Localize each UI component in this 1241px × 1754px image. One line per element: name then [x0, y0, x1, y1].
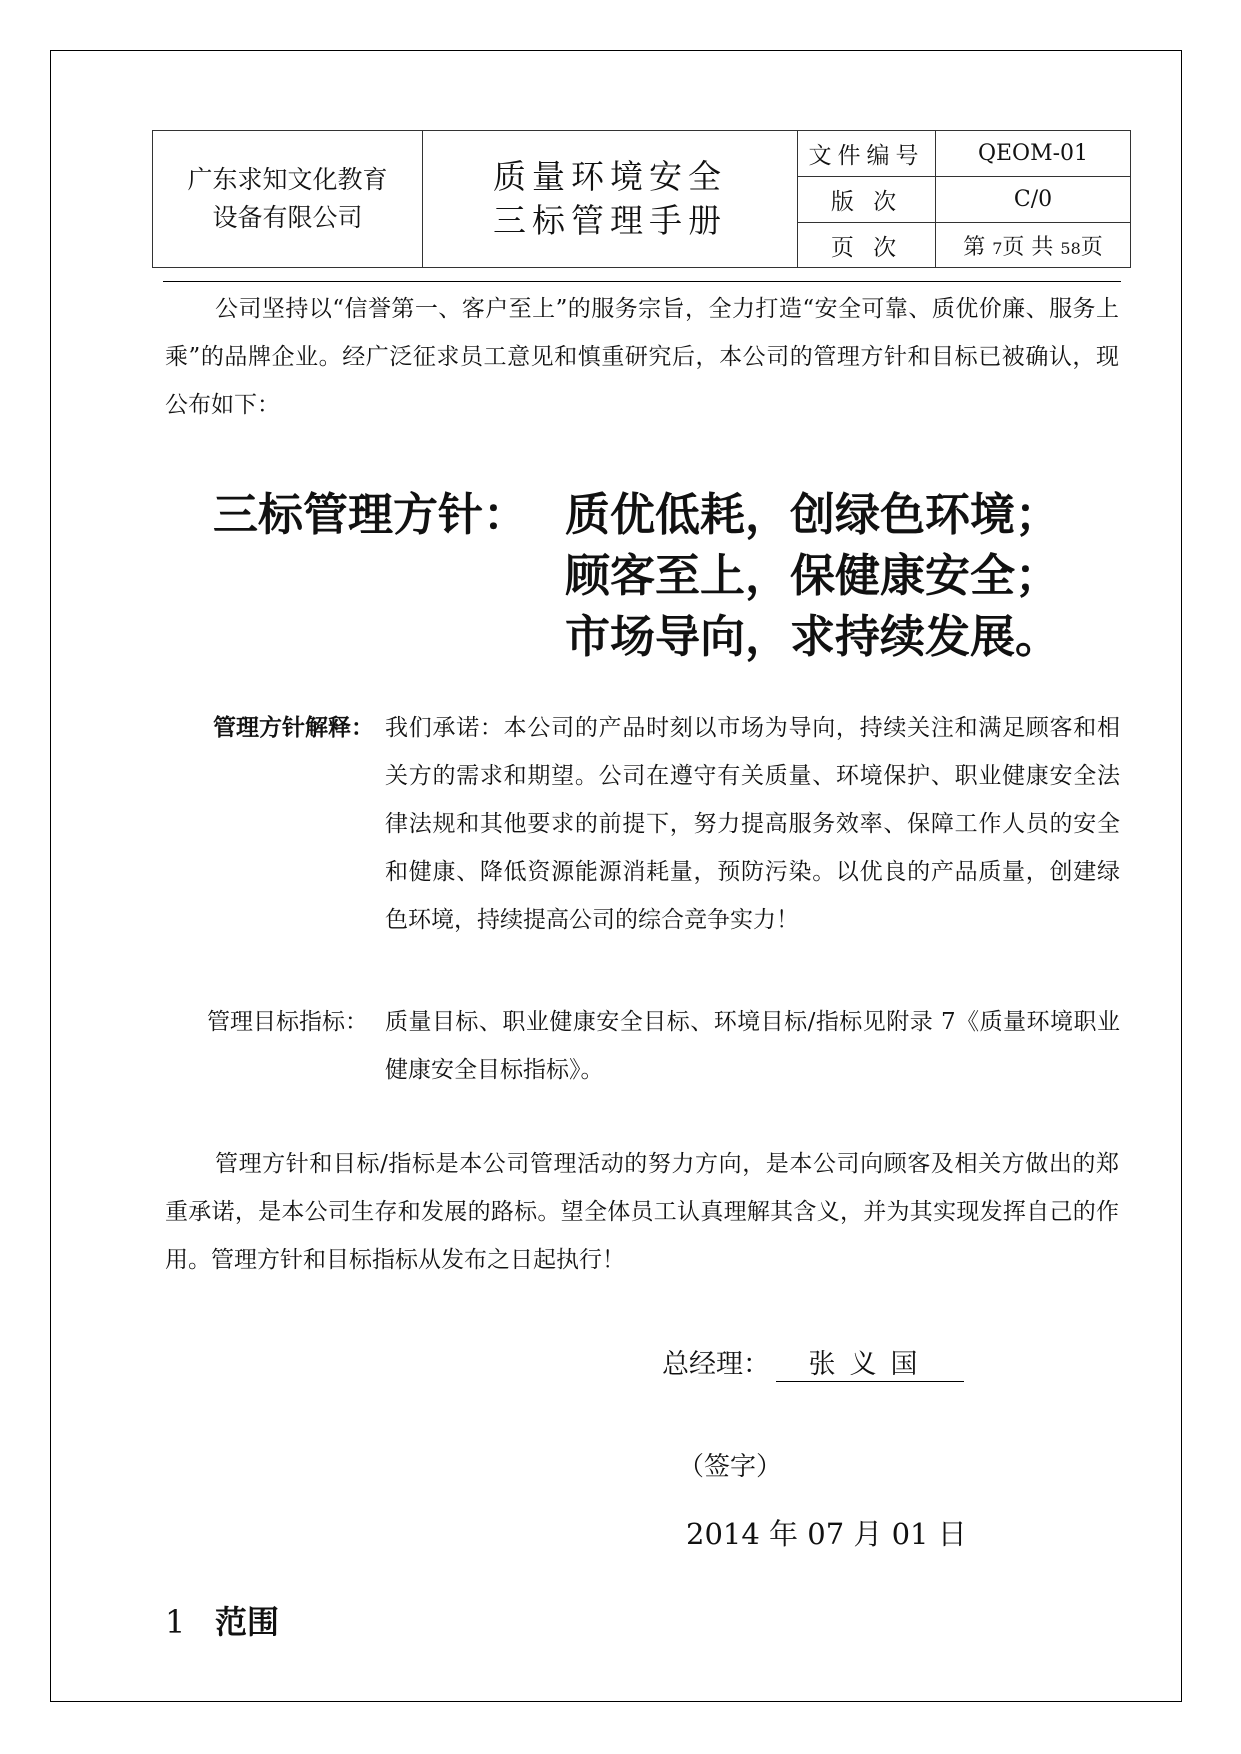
page-mid: 页 共: [1002, 234, 1054, 260]
company-name-cell: [153, 131, 423, 268]
page-number-value: [936, 223, 1131, 268]
page-prefix: 第: [963, 234, 986, 260]
section-number: 1: [165, 1603, 186, 1641]
targets-label: 管理目标指标：: [207, 1009, 368, 1035]
signature-note: （签字）: [678, 1452, 783, 1482]
general-manager-line: [662, 1342, 964, 1382]
policy-line-3: 市场导向，求持续发展。: [565, 610, 1061, 663]
manual-title-cell: [423, 131, 798, 268]
edition-label: 版 次: [798, 177, 936, 223]
manual-title-line-2: 三标管理手册: [493, 201, 727, 240]
page-current: 7: [992, 238, 1003, 258]
document-header-table: [152, 130, 1131, 268]
header-divider: [163, 281, 1121, 282]
explanation-text: 我们承诺：本公司的产品时刻以市场为导向，持续关注和满足顾客和相关方的需求和期望。公司在遵守有关质量、环境保护、职业健康安全法律法规和其他要求的前提下，努力提高服务效率、保障工作人员的安全和健康、降低资源能源消耗量，预防污染。以优良的产品质量，创建绿色环境，持续提高公司的综合竞争实力！: [385, 715, 1120, 933]
issue-date: 2014 年 07 月 01 日: [686, 1517, 967, 1551]
company-name-line-1: 广东求知文化教育: [187, 165, 388, 194]
policy-line-2: 顾客至上，保健康安全；: [565, 549, 1061, 602]
policy-line-1: 质优低耗，创绿色环境；: [565, 488, 1061, 541]
page-label: 页 次: [798, 223, 936, 268]
management-targets: [207, 998, 1120, 1094]
policy-label: 三标管理方针：: [213, 488, 529, 541]
closing-paragraph: 管理方针和目标/指标是本公司管理活动的努力方向，是本公司向顾客及相关方做出的郑重承诺，是本公司生存和发展的路标。望全体员工认真理解其含义，并为其实现发挥自己的作用。管理方针和目标指标从发布之日起执行！: [165, 1151, 1119, 1273]
doc-number-value: QEOM-01: [936, 131, 1131, 177]
section-heading: [165, 1597, 279, 1643]
policy-explanation: [213, 704, 1120, 944]
page-suffix: 页: [1080, 234, 1103, 260]
targets-text: 质量目标、职业健康安全目标、环境目标/指标见附录 7《质量环境职业健康安全目标指标》。: [385, 1009, 1120, 1083]
page-total: 58: [1060, 238, 1081, 258]
edition-value: C/0: [936, 177, 1131, 223]
manual-title-line-1: 质量环境安全: [493, 157, 727, 196]
section-title: 范围: [215, 1603, 280, 1641]
explanation-label: 管理方针解释：: [213, 715, 374, 741]
company-name-line-2: 设备有限公司: [212, 203, 363, 232]
gm-label: 总经理：: [662, 1349, 770, 1380]
gm-name: 张义国: [776, 1342, 964, 1382]
doc-number-label: 文件编号: [798, 131, 936, 177]
intro-paragraph: 公司坚持以“信誉第一、客户至上”的服务宗旨，全力打造“安全可靠、质优价廉、服务上乘”的品牌企业。经广泛征求员工意见和慎重研究后，本公司的管理方针和目标已被确认，现公布如下：: [165, 296, 1119, 418]
